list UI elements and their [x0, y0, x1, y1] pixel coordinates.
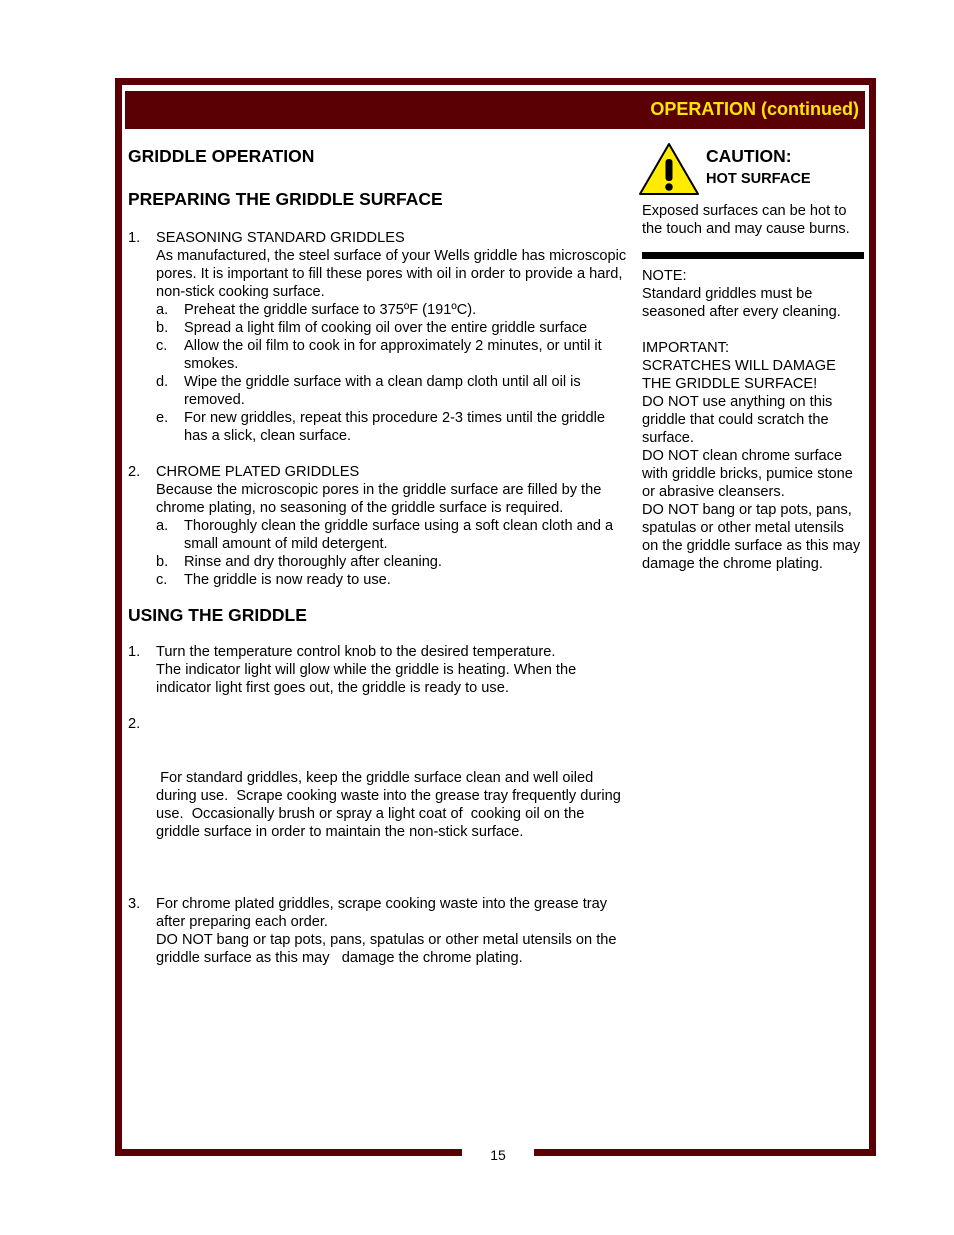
list-item: b. Rinse and dry thoroughly after cleaning. [156, 554, 442, 570]
step-number: 1. [128, 230, 141, 246]
note-text: Standard griddles must be seasoned after every cleaning. [642, 286, 841, 320]
important-line: DO NOT bang or tap pots, pans, spatulas or other metal utensils on the griddle surface as this may damage the chrome plating. [642, 502, 861, 572]
using-step-1: 1. Turn the temperature control knob to the desired temperature. The indicator light will glow while the griddle is heating. When the indicator light first goes out, the griddle is ready to use. [128, 644, 577, 696]
list-item: c. Allow the oil film to cook in for approximately 2 minutes, or until it smokes. [156, 338, 602, 372]
heading-preparing-surface: PREPARING THE GRIDDLE SURFACE [128, 189, 443, 209]
caution-box [642, 142, 864, 202]
list-item: a. Thoroughly clean the griddle surface using a soft clean cloth and a small amount of mild detergent. [156, 518, 614, 552]
step-title: CHROME PLATED GRIDDLES [156, 464, 360, 480]
caution-text: Exposed surfaces can be hot to the touch and may cause burns. [642, 203, 850, 237]
section-header-bar [125, 91, 865, 129]
step-chrome [128, 463, 628, 517]
heading-using-griddle: USING THE GRIDDLE [128, 605, 307, 625]
step-seasoning [128, 229, 628, 301]
step-title: SEASONING STANDARD GRIDDLES [156, 230, 405, 246]
important-label: IMPORTANT: [642, 340, 730, 356]
divider [642, 252, 864, 259]
list-item: c. The griddle is now ready to use. [156, 572, 391, 588]
important-line: DO NOT use anything on this griddle that could scratch the surface. [642, 394, 833, 446]
caution-subtitle: HOT SURFACE [706, 171, 811, 187]
section-header-title: OPERATION (continued) [650, 99, 859, 119]
warning-triangle-icon [638, 142, 700, 196]
step-text: As manufactured, the steel surface of your Wells griddle has microscopic pores. It is important to fill these pores with oil in order to provide a hard, non-stick cooking surface. [156, 248, 627, 300]
heading-griddle-operation: GRIDDLE OPERATION [128, 146, 315, 166]
important-line: SCRATCHES WILL DAMAGE THE GRIDDLE SURFACE! [642, 358, 836, 392]
step-text: Because the microscopic pores in the griddle surface are filled by the chrome plating, no seasoning of the griddle surface is required. [156, 482, 602, 516]
list-item: d. Wipe the griddle surface with a clean damp cloth until all oil is removed. [156, 374, 581, 408]
important-line: DO NOT clean chrome surface with griddle bricks, pumice stone or abrasive cleansers. [642, 448, 853, 500]
using-step-2: 2. For standard griddles, keep the griddle surface clean and well oiled during use. Scrape cooking waste into the grease tray frequently during use. Occasionally brush or spray a light coat of cooking oil on the griddle surface in order to maintain the non-stick surface. [128, 716, 625, 840]
sidebar-column [642, 142, 864, 573]
using-step-3: 3. For chrome plated griddles, scrape cooking waste into the grease tray after preparing each order. DO NOT bang or tap pots, pans, spatulas or other metal utensils on the griddle surface as this may damage the chrome plating. [128, 896, 621, 966]
list-item: e. For new griddles, repeat this procedure 2-3 times until the griddle has a slick, clean surface. [156, 410, 606, 444]
caution-title: CAUTION: [706, 146, 792, 166]
page-number: 15 [490, 1147, 506, 1163]
step-number: 2. [128, 464, 141, 480]
main-column [128, 146, 628, 967]
list-item: b. Spread a light film of cooking oil over the entire griddle surface [156, 320, 588, 336]
list-item: a. Preheat the griddle surface to 375ºF (191ºC). [156, 302, 477, 318]
note-label: NOTE: [642, 268, 687, 284]
